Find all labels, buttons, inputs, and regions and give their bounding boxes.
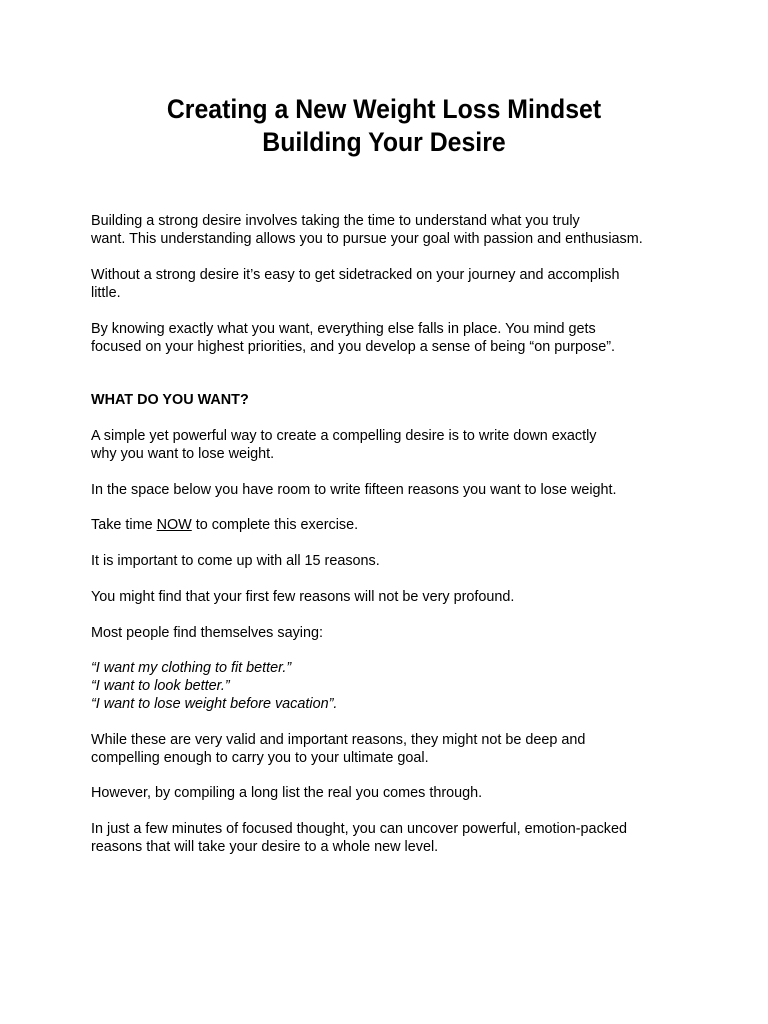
paragraph-10-line-2: compelling enough to carry you to your ultimate goal.	[91, 750, 429, 766]
paragraph-2-line-1: Without a strong desire it’s easy to get sidetracked on your journey and accomplish	[91, 267, 620, 283]
paragraph-1-line-1: Building a strong desire involves taking the time to understand what you truly	[91, 213, 580, 229]
paragraph-6-suffix: to complete this exercise.	[191, 517, 359, 533]
paragraph-4-line-2: why you want to lose weight.	[91, 446, 275, 462]
paragraph-12-line-2: reasons that will take your desire to a whole new level.	[91, 839, 439, 855]
quote-2: “I want to look better.”	[91, 678, 230, 694]
paragraph-2-line-2: little.	[91, 285, 121, 301]
quote-1: “I want my clothing to fit better.”	[91, 660, 292, 676]
section-heading: WHAT DO YOU WANT?	[91, 392, 249, 408]
paragraph-11: However, by compiling a long list the real you comes through.	[91, 785, 483, 801]
emphasis-now: NOW	[156, 517, 192, 533]
title-line-1: Creating a New Weight Loss Mindset	[166, 94, 602, 124]
paragraph-1-line-2: want. This understanding allows you to pursue your goal with passion and enthusiasm.	[91, 231, 643, 247]
paragraph-3-line-2: focused on your highest priorities, and you develop a sense of being “on purpose”.	[91, 339, 615, 355]
paragraph-5: In the space below you have room to write fifteen reasons you want to lose weight.	[91, 482, 617, 498]
paragraph-3-line-1: By knowing exactly what you want, everything else falls in place. You mind gets	[91, 321, 596, 337]
title-line-2: Building Your Desire	[262, 127, 506, 157]
paragraph-12-line-1: In just a few minutes of focused thought, you can uncover powerful, emotion-packed	[91, 821, 627, 837]
paragraph-4-line-1: A simple yet powerful way to create a compelling desire is to write down exactly	[91, 428, 597, 444]
paragraph-10-line-1: While these are very valid and important reasons, they might not be deep and	[91, 732, 586, 748]
paragraph-8: You might find that your first few reasons will not be very profound.	[91, 589, 515, 605]
paragraph-6	[91, 516, 681, 534]
paragraph-7: It is important to come up with all 15 reasons.	[91, 553, 380, 569]
quote-3: “I want to lose weight before vacation”.	[91, 696, 338, 712]
paragraph-9: Most people find themselves saying:	[91, 625, 323, 641]
paragraph-6-prefix: Take time	[91, 517, 157, 533]
